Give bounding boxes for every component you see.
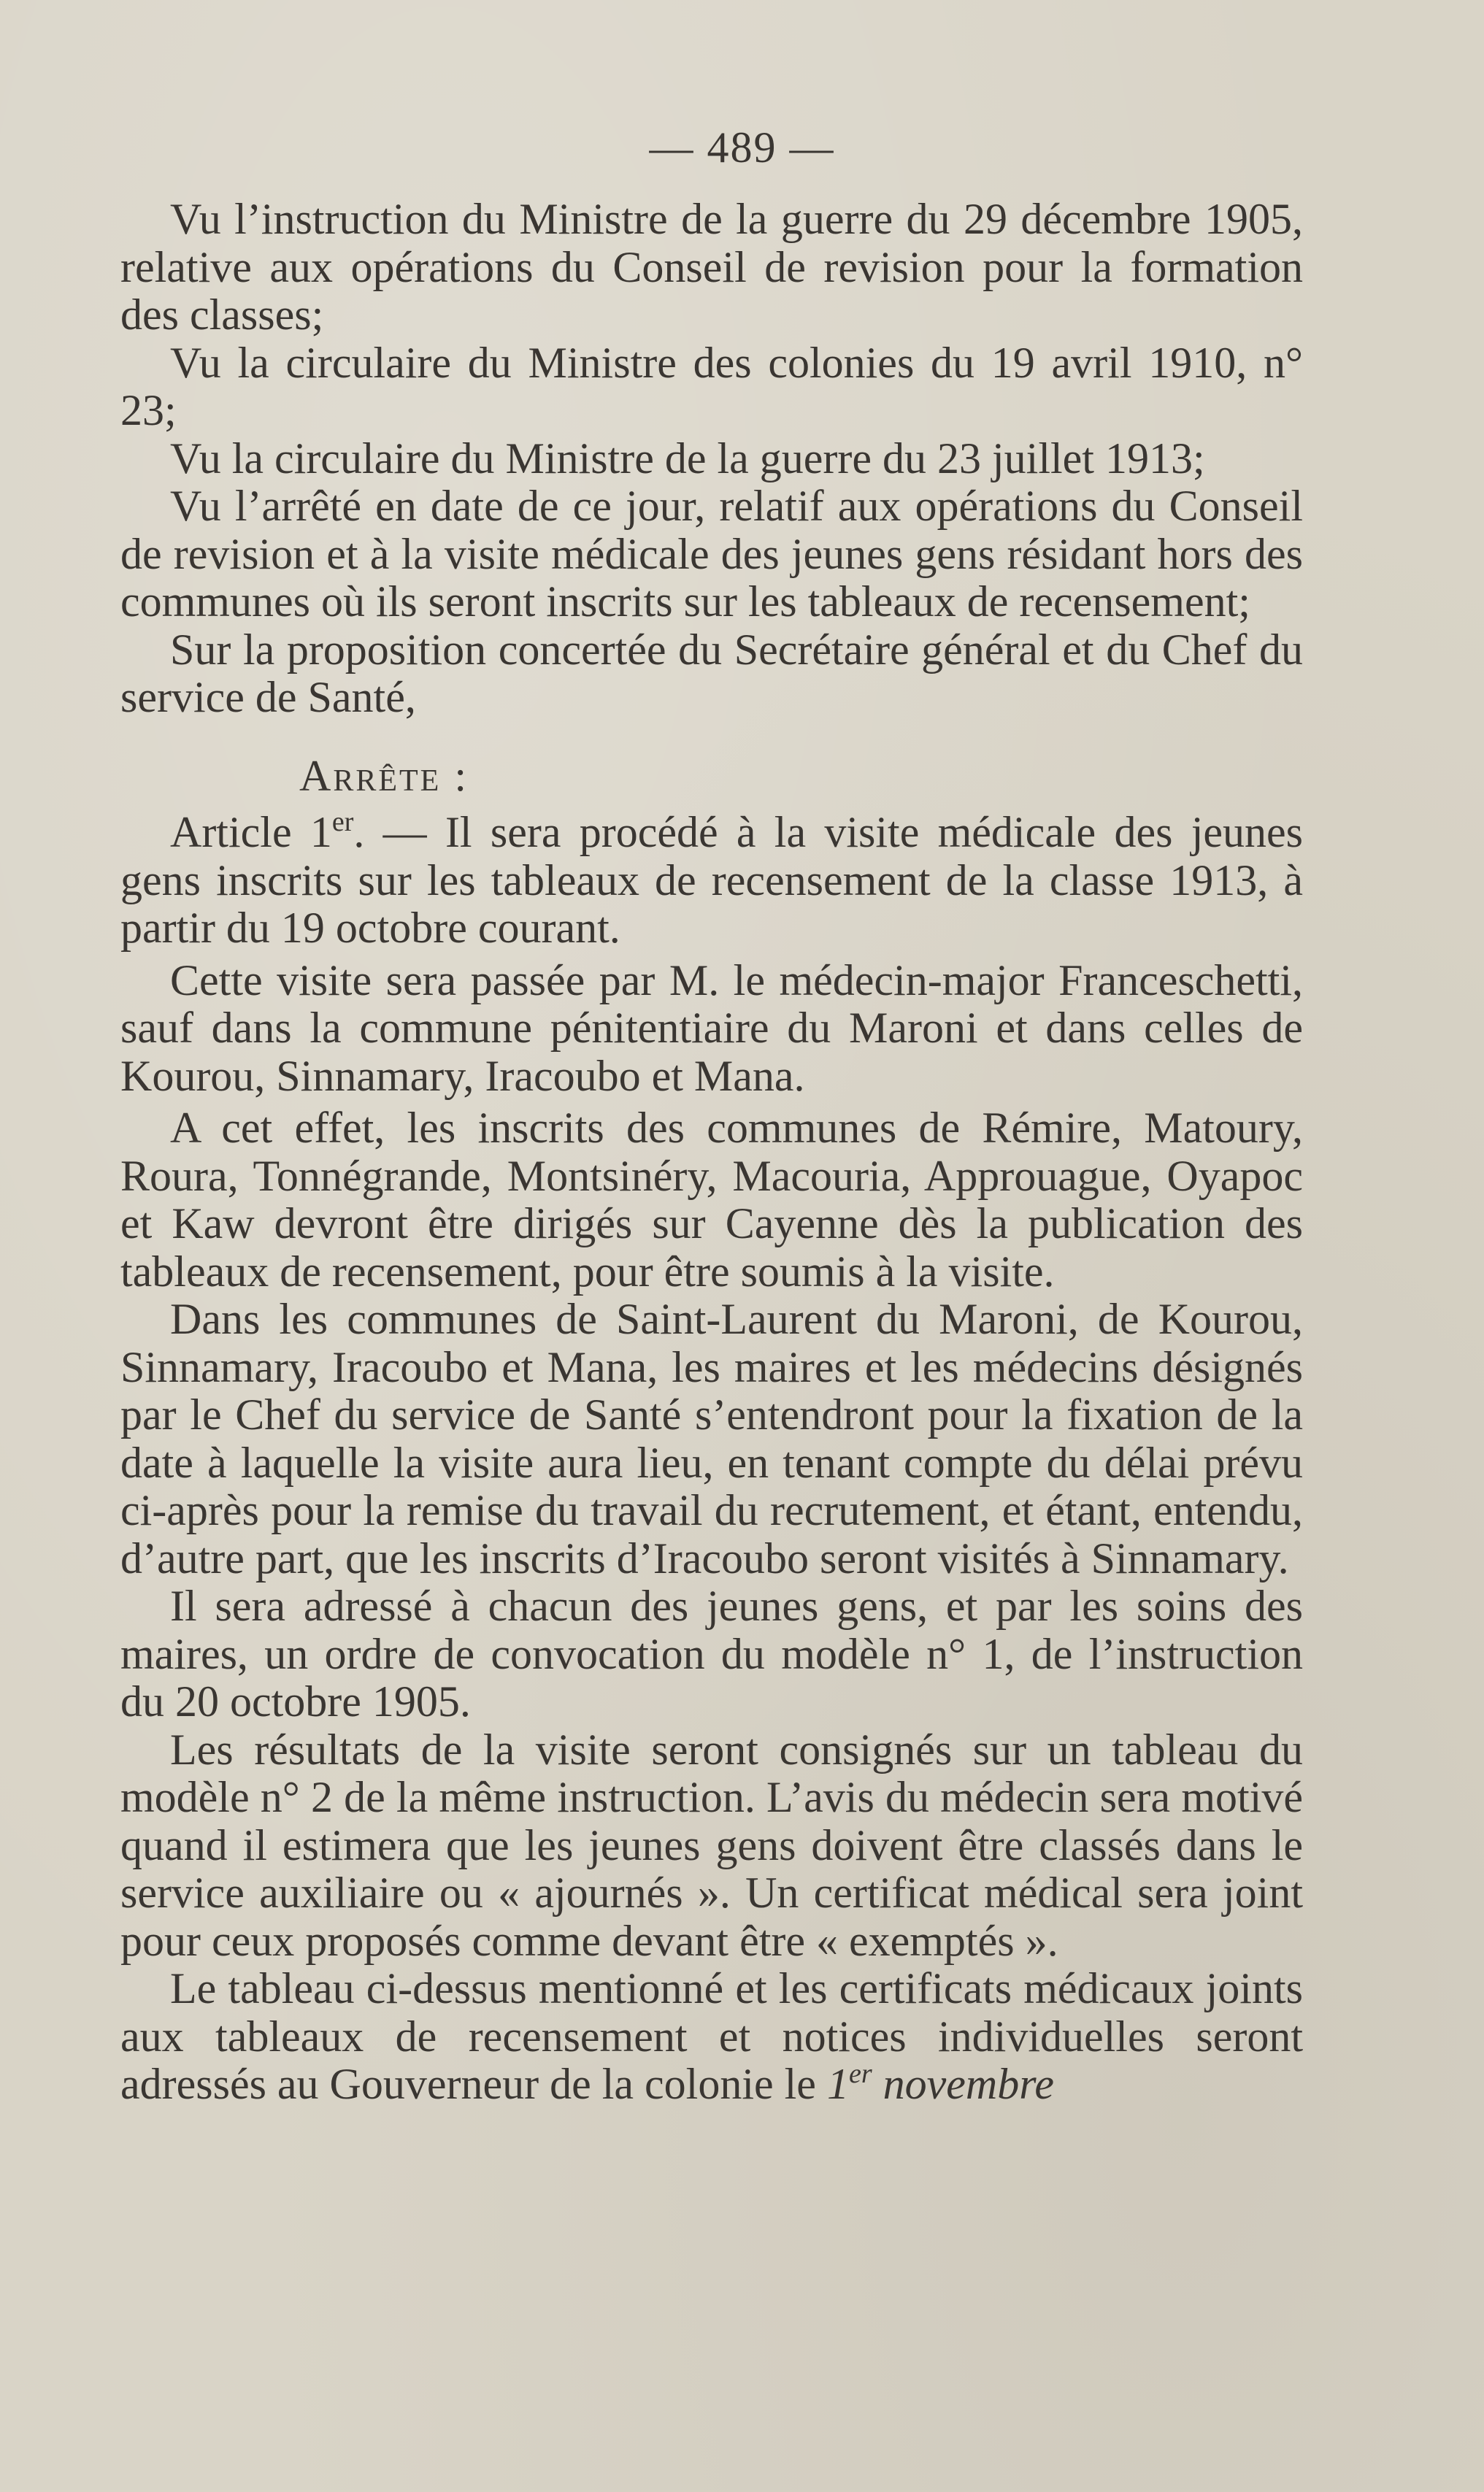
- article-superscript: er: [331, 807, 354, 837]
- date-month: novembre: [872, 2060, 1054, 2108]
- article-text: . — Il sera procédé à la visite médicale des jeunes gens inscrits sur les tableaux de recensement de la classe 1913, à partir du 19 octobre courant.: [120, 808, 1303, 952]
- paragraph-proposition: Sur la proposition concertée du Secrétaire général et du Chef du service de Santé,: [120, 625, 1303, 721]
- date-superscript: er: [848, 2058, 872, 2089]
- date-day: 1: [826, 2060, 849, 2108]
- paragraph-instruction: Vu l’instruction du Ministre de la guerre du 29 décembre 1905, relative aux opérations du Conseil de revision pour la formation des classes;: [120, 195, 1303, 339]
- paragraph-effet: A cet effet, les inscrits des communes de Rémire, Matoury, Roura, Tonnégrande, Montsinéry, Macouria, Approuague, Oyapoc et Kaw devront être dirigés sur Cayenne dès la publication des tableaux de recensement, pour être soumis à la visite.: [120, 1104, 1303, 1296]
- paragraph-convocation: Il sera adressé à chacun des jeunes gens, et par les soins des maires, un ordre de convocation du modèle n° 1, de l’instruction du 20 octobre 1905.: [120, 1582, 1303, 1726]
- paragraph-arrete-reference: Vu l’arrêté en date de ce jour, relatif aux opérations du Conseil de revision et à la visite médicale des jeunes gens résidant hors des communes où ils seront inscrits sur les tableaux de recensement;: [120, 482, 1303, 626]
- paragraph-circulaire-guerre: Vu la circulaire du Ministre de la guerre du 23 juillet 1913;: [170, 434, 1205, 482]
- paragraph-visite: Cette visite sera passée par M. le médecin-major Franceschetti, sauf dans la commune pénitentiaire du Maroni et dans celles de Kourou, Sinnamary, Iracoubo et Mana.: [120, 955, 1303, 1100]
- paragraph-communes: Dans les communes de Saint-Laurent du Maroni, de Kourou, Sinnamary, Iracoubo et Mana, les maires et les médecins désignés par le Chef du service de Santé s’entendront pour la fixation de la date à laquelle la visite aura lieu, en tenant compte du délai prévu ci-après pour la remise du travail du recrutement, et étant, entendu, d’autre part, que les inscrits d’Iracoubo seront visités à Sinnamary.: [120, 1295, 1303, 1583]
- paragraph-circulaire-colonies: Vu la circulaire du Ministre des colonies du 19 avril 1910, n° 23;: [120, 338, 1303, 434]
- arrete-heading: Arrête :: [299, 751, 469, 800]
- document-body: [120, 196, 1303, 2109]
- paragraph-resultats: Les résultats de la visite seront consignés sur un tableau du modèle n° 2 de la même instruction. L’avis du médecin sera motivé quand il estimera que les jeunes gens doivent être classés dans le service auxiliaire ou « ajournés ». Un certificat médical sera joint pour ceux proposés comme devant être « exemptés ».: [120, 1725, 1303, 1965]
- page-number: — 489 —: [649, 123, 835, 172]
- article-first: [120, 809, 1303, 953]
- paragraph-tableau: [120, 1965, 1303, 2109]
- tableau-text: Le tableau ci-dessus mentionné et les certificats médicaux joints aux tableaux de recensement et notices individuelles seront adressés au Gouverneur de la colonie le: [120, 1964, 1303, 2108]
- article-lead: Article 1: [170, 808, 332, 856]
